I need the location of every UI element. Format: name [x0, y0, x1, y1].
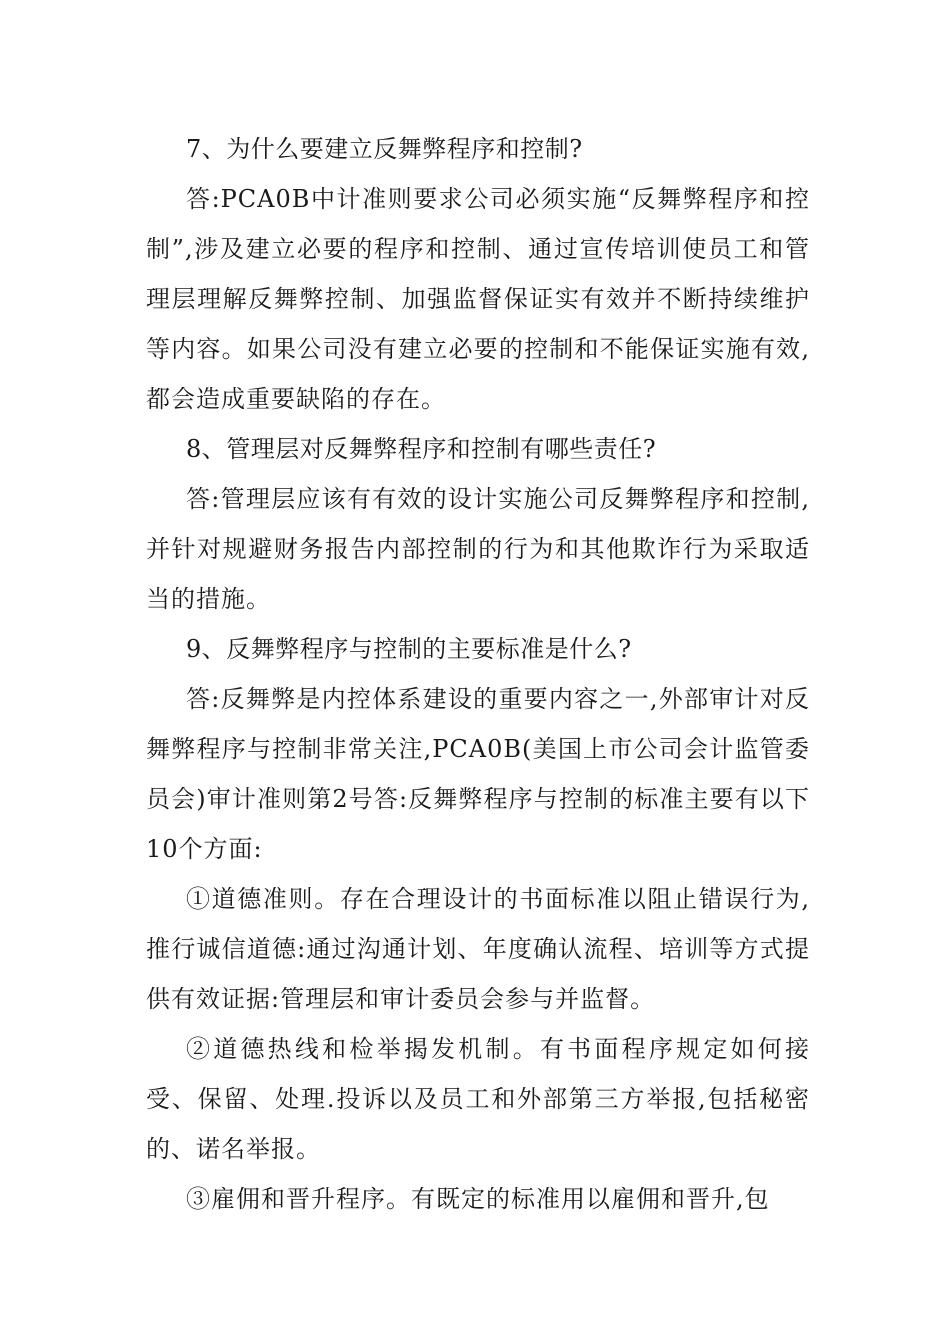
question-8: 8、管理层对反舞弊程序和控制有哪些责任? [186, 435, 657, 463]
answer-7: 答:PCA0B中计准则要求公司必须实施“反舞弊程序和控制”,涉及建立必要的程序和控制、通过宣传培训使员工和管理层理解反舞弊控制、加强监督保证实有效并不断持续维护等内容。如果公司没有建立必要的控制和不能保证实施有效,都会造成重要缺陷的存在。 [146, 185, 810, 413]
question-9: 9、反舞弊程序与控制的主要标准是什么? [186, 635, 632, 663]
standard-item-1: ①道德准则。存在合理设计的书面标准以阻止错误行为,推行诚信道德:通过沟通计划、年度确认流程、培训等方式提供有效证据:管理层和审计委员会参与并监督。 [146, 885, 810, 1013]
answer-8: 答:管理层应该有有效的设计实施公司反舞弊程序和控制,并针对规避财务报告内部控制的行为和其他欺诈行为采取适当的措施。 [146, 485, 810, 613]
answer-9: 答:反舞弊是内控体系建设的重要内容之一,外部审计对反舞弊程序与控制非常关注,PCA0B(美国上市公司会计监管委员会)审计准则第2号答:反舞弊程序与控制的标准主要有以下10个方面: [146, 685, 810, 863]
question-7: 7、为什么要建立反舞弊程序和控制? [186, 135, 583, 163]
standard-item-2: ②道德热线和检举揭发机制。有书面程序规定如何接受、保留、处理.投诉以及员工和外部第三方举报,包括秘密的、诺名举报。 [146, 1035, 810, 1163]
document-body [146, 124, 810, 1224]
standard-item-3: ③雇佣和晋升程序。有既定的标准用以雇佣和晋升,包 [186, 1185, 770, 1213]
